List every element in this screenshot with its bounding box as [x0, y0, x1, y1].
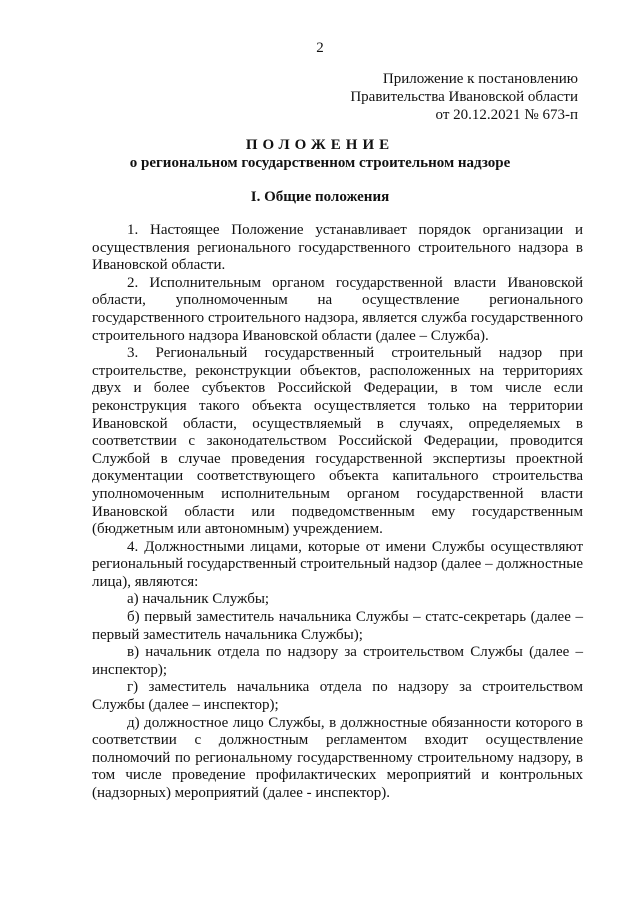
approval-block	[350, 70, 578, 124]
paragraph-4d: г) заместитель начальника отдела по надзору за строительством Службы (далее – инспектор);	[92, 679, 583, 714]
approval-line: Приложение к постановлению	[382, 71, 578, 87]
document-title: ПОЛОЖЕНИЕ	[245, 137, 395, 153]
approval-date-line: от 20.12.2021 № 673-п	[435, 107, 578, 123]
paragraph-4b: б) первый заместитель начальника Службы – статс-секретарь (далее – первый заместитель начальника Службы);	[92, 609, 583, 643]
paragraph-4a: а) начальник Службы;	[127, 591, 270, 608]
paragraph-4: 4. Должностными лицами, которые от имени Службы осуществляют региональный государственный строительный надзор (далее – должностные лица), являются:	[92, 538, 583, 590]
document-subtitle: о региональном государственном строительном надзоре	[129, 155, 511, 171]
document-body	[92, 222, 583, 803]
approval-line: Правительства Ивановской области	[350, 89, 578, 105]
paragraph-1: 1. Настоящее Положение устанавливает порядок организации и осуществления регионального государственного строительного надзора в Ивановской области.	[92, 222, 583, 274]
paragraph-2: 2. Исполнительным органом государственной власти Ивановской области, уполномоченным на осуществление регионального государственного строительного надзора, является служба государственного строительного надзора Ивановской области (далее – Служба).	[92, 274, 583, 344]
paragraph-3: 3. Региональный государственный строительный надзор при строительстве, реконструкции объектов, расположенных на территориях двух и более субъектов Российской Федерации, в том числе если реконструкция такого объекта осуществляется только на территории Ивановской области, осуществляемый в случаях, определяемых в соответствии с законодательством Российской Федерации, проводится Службой в случае проведения государственной экспертизы проектной документации соответствующего объекта капитального строительства уполномоченным исполнительным органом государственной власти Ивановской области или подведомственным ему государственным (бюджетным или автономным) учреждением.	[92, 345, 583, 538]
paragraph-4c: в) начальник отдела по надзору за строительством Службы (далее – инспектор);	[92, 644, 583, 678]
section-heading: I. Общие положения	[250, 189, 390, 205]
page-number: 2	[316, 40, 324, 56]
paragraph-4e: д) должностное лицо Службы, в должностные обязанности которого в соответствии с должностным регламентом входит осуществление полномочий по региональному государственному строительному надзору, в том числе проведение профилактических мероприятий и контрольных (надзорных) мероприятий (далее - инспектор).	[92, 714, 583, 801]
